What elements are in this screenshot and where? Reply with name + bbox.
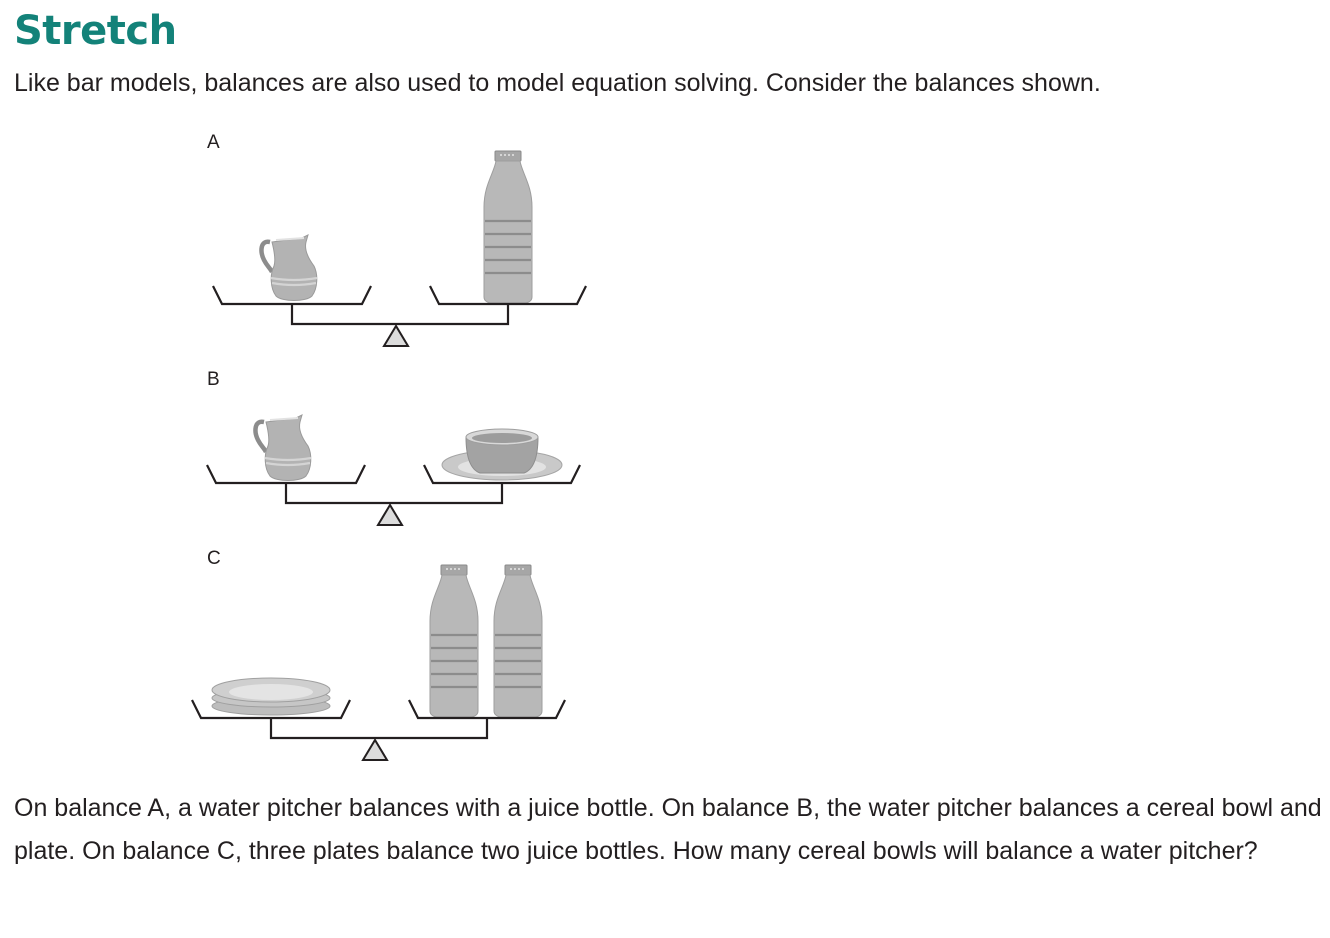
balance-c xyxy=(192,565,565,760)
balance-a-left-pitcher xyxy=(262,235,317,301)
balance-c-right-bottle-1 xyxy=(430,565,478,717)
balance-a-right-bottle xyxy=(484,151,532,303)
balances-figure xyxy=(0,120,700,780)
balances-illustration xyxy=(0,120,700,780)
question-text: On balance A, a water pitcher balances with a juice bottle. On balance B, the water pitcher balances a cereal bowl and plate. On balance C, three plates balance two juice bottles. How many cereal bowls will balance a water pitcher? xyxy=(14,794,1322,865)
balance-c-label: C xyxy=(207,548,221,569)
balance-c-right-bottle-2 xyxy=(494,565,542,717)
balance-b-right-bowl-plate xyxy=(442,429,562,480)
balance-a-label: A xyxy=(207,132,220,153)
balance-b-left-pitcher xyxy=(256,415,311,481)
balance-b xyxy=(207,415,580,525)
balance-a xyxy=(213,151,586,346)
intro-text: Like bar models, balances are also used to model equation solving. Consider the balances shown. xyxy=(14,69,1101,97)
section-title: Stretch xyxy=(14,8,177,54)
balance-b-label: B xyxy=(207,369,220,390)
balance-c-left-plates xyxy=(212,678,330,715)
